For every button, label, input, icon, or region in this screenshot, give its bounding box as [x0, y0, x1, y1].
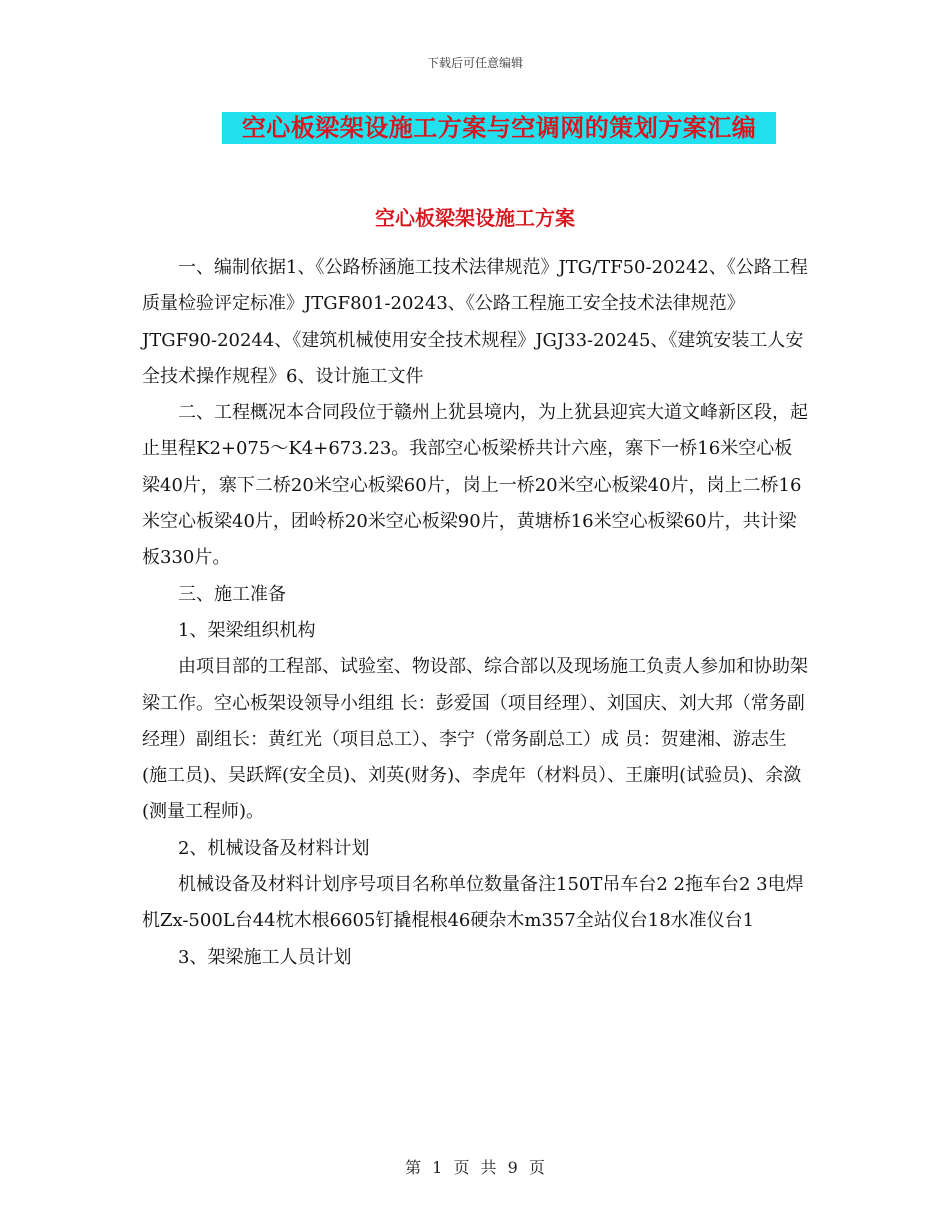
document-title: 空心板梁架设施工方案与空调网的策划方案汇编 [222, 112, 776, 144]
header-note: 下载后可任意编辑 [426, 56, 523, 70]
heading-personnel: 3、架梁施工人员计划 [178, 946, 352, 968]
paragraph-basis: 一、编制依据1、《公路桥涵施工技术法律规范》JTG/TF50-20242、《公路工程质量检验评定标准》JTGF801-20243、《公路工程施工安全技术法律规范》JTGF90-20244、《建筑机械使用安全技术规程》JGJ33-20245、《建筑安装工人安全技术操作规程》6、设计施工文件 [142, 257, 808, 387]
heading-preparation: 三、施工准备 [178, 583, 286, 605]
paragraph-organization: 由项目部的工程部、试验室、物设部、综合部以及现场施工负责人参加和协助架梁工作。空心板架设领导小组组 长：彭爱国（项目经理）、刘国庆、刘大邦（常务副经理）副组长：黄红光（项目总工）、李宁（常务副总工）成 员：贺建湘、游志生(施工员)、吴跃辉(安全员)、刘英(财务)、李虎年（材料员）、王廉明(试验员)、余潋(测量工程师)。 [142, 656, 808, 823]
heading-equipment: 2、机械设备及材料计划 [178, 837, 370, 859]
document-body [142, 250, 810, 976]
page-footer: 第 1 页 共 9 页 [405, 1158, 545, 1177]
section-title: 空心板梁架设施工方案 [375, 206, 575, 230]
heading-organization: 1、架梁组织机构 [178, 619, 316, 641]
paragraph-equipment: 机械设备及材料计划序号项目名称单位数量备注150T吊车台2 2拖车台2 3电焊机Zx-500L台44枕木根6605钉撬棍根46硬杂木m357全站仪台18水准仪台1 [142, 874, 804, 932]
paragraph-overview: 二、工程概况本合同段位于赣州上犹县境内，为上犹县迎宾大道文峰新区段，起止里程K2+075～K4+673.23。我部空心板梁桥共计六座，寨下一桥16米空心板梁40片，寨下二桥20米空心板梁60片，岗上一桥20米空心板梁40片，岗上二桥16米空心板梁40片，团岭桥20米空心板梁90片，黄塘桥16米空心板梁60片，共计梁板330片。 [142, 402, 808, 569]
